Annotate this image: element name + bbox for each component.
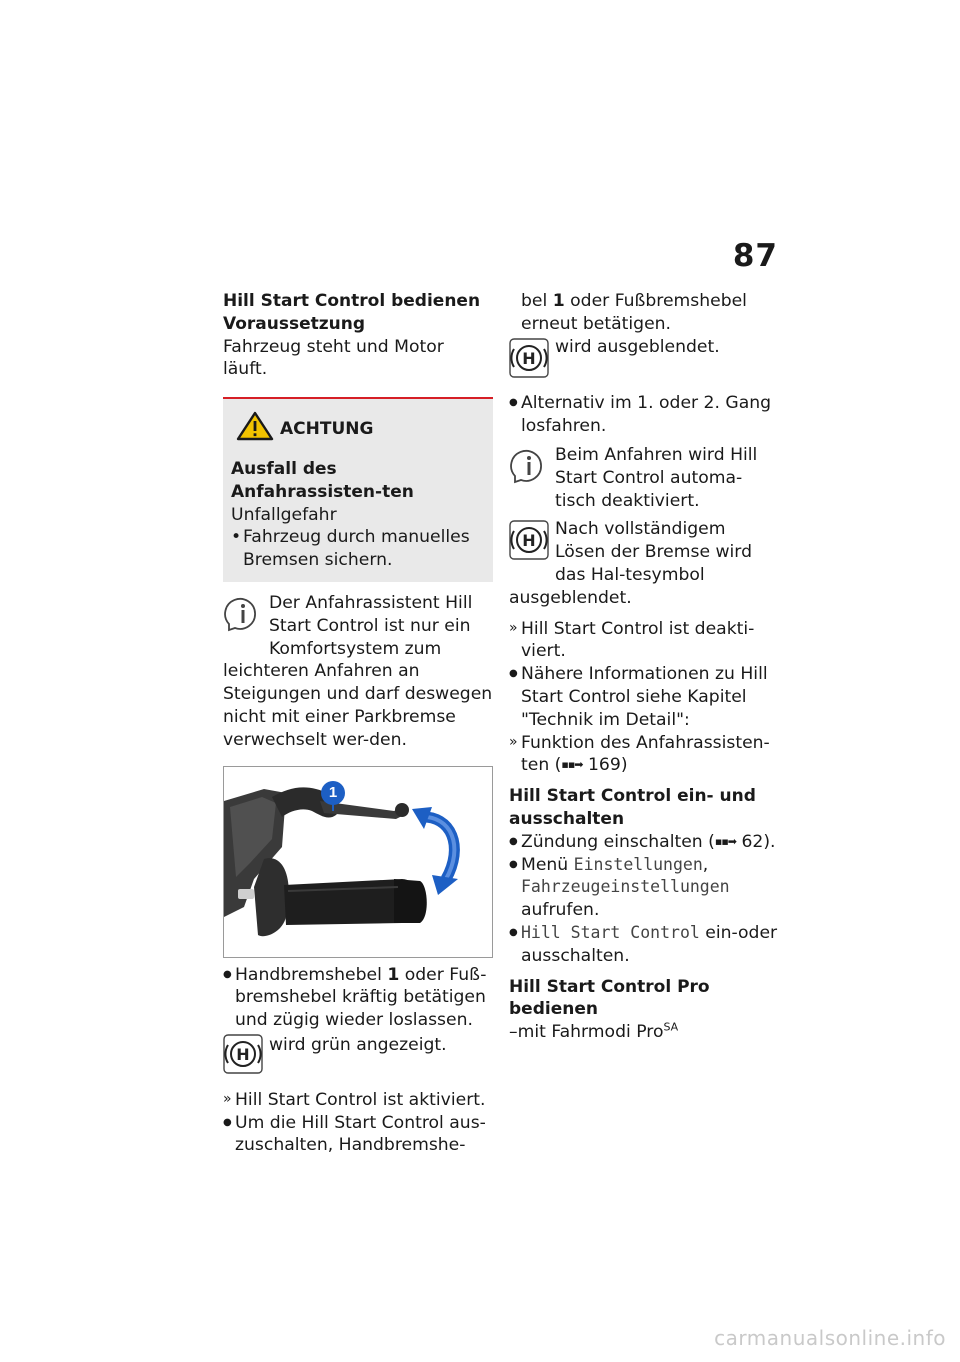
menu-item: Einstellungen [573,854,703,874]
warning-action: • Fahrzeug durch manuelles Bremsen sichern. [231,526,485,572]
page-ref-arrow-icon: ▪▪➡ [714,834,736,848]
page-ref[interactable]: 169 [588,755,621,776]
result-item: » Funktion des Anfahrassisten-ten (▪▪➡ 169) [509,732,781,778]
section-heading: Hill Start Control Pro bedienen [509,976,710,1020]
warning-box [223,397,493,582]
right-column [509,290,781,1044]
menu-item: Hill Start Control [521,922,700,942]
variant-note: –mit Fahrmodi Pro$^{SA}$ [509,1020,679,1043]
hold-note [509,518,781,609]
result-item: » Hill Start Control ist aktiviert. [223,1089,493,1112]
step-continuation: bel 1 oder Fußbremshebel erneut betätigen. [521,291,747,334]
icon-green-text: wird grün angezeigt. [269,1034,447,1055]
svg-text:H: H [522,531,536,551]
svg-text:H: H [522,348,536,368]
warning-title: Ausfall des Anfahrassisten-ten [231,458,414,502]
icon-hidden-text: wird ausgeblendet. [555,336,720,357]
section-heading: Hill Start Control bedienen [223,291,481,311]
precondition-text: Fahrzeug steht und Motor läuft. [223,336,444,380]
info-note-text: Der Anfahrassistent Hill Start Control ist nur ein Komfortsystem zum leichteren Anfahren an Steigungen und darf deswegen nicht mit einer Parkbremse verwechselt wer-den. [223,592,493,750]
warning-triangle-icon [236,411,274,448]
warning-hazard: Unfallgefahr [231,504,337,525]
callout-badge [321,781,345,805]
section-heading: Hill Start Control ein- und ausschalten [509,786,756,829]
footer-watermark: carmanualsonline.info [714,1326,946,1350]
callout-number: 1 [328,783,338,801]
hold-icon-row [509,336,781,385]
step-list-item: ● Nähere Informationen zu Hill Start Control siehe Kapitel "Technik im Detail": [509,663,781,731]
hill-hold-icon [223,1034,263,1081]
subheading-precondition: Voraussetzung [223,313,366,334]
step-list-item: ● Zündung einschalten (▪▪➡ 62). [509,831,781,854]
info-icon [509,446,549,493]
step-list-item: ● Um die Hill Start Control aus-zuschalten, Handbremshe- [223,1112,493,1158]
page-ref-arrow-icon: ▪▪➡ [561,758,583,772]
page-number: 87 [732,238,778,274]
svg-text:H: H [236,1044,250,1064]
info-note [509,444,781,512]
hold-note-text: Nach vollständigem Lösen der Bremse wird das Hal-tesymbol ausgeblendet. [509,519,752,608]
info-note-text: Beim Anfahren wird Hill Start Control automa-tisch deaktiviert. [555,444,758,511]
info-note [223,592,493,752]
step-list-item: ● Menü Einstellungen, Fahrzeugeinstellungen aufrufen. [509,854,781,922]
left-column [223,290,493,1157]
hill-hold-icon [509,520,549,567]
warning-label: ACHTUNG [280,419,374,440]
hill-hold-icon [509,338,549,385]
page-ref[interactable]: 62 [741,831,764,852]
step-list-item: ● Handbremshebel 1 oder Fuß-bremshebel kräftig betätigen und zügig wieder loslassen. [223,964,493,1032]
hold-icon-row [223,1032,493,1081]
brake-lever-figure [223,766,493,958]
step-list-item: ● Alternativ im 1. oder 2. Gang losfahren. [509,392,781,438]
step-list-item: ● Hill Start Control ein-oder ausschalten. [509,922,781,968]
info-icon [223,594,263,641]
menu-item: Fahrzeugeinstellungen [521,877,730,897]
result-item: » Hill Start Control ist deakti-viert. [509,618,781,664]
